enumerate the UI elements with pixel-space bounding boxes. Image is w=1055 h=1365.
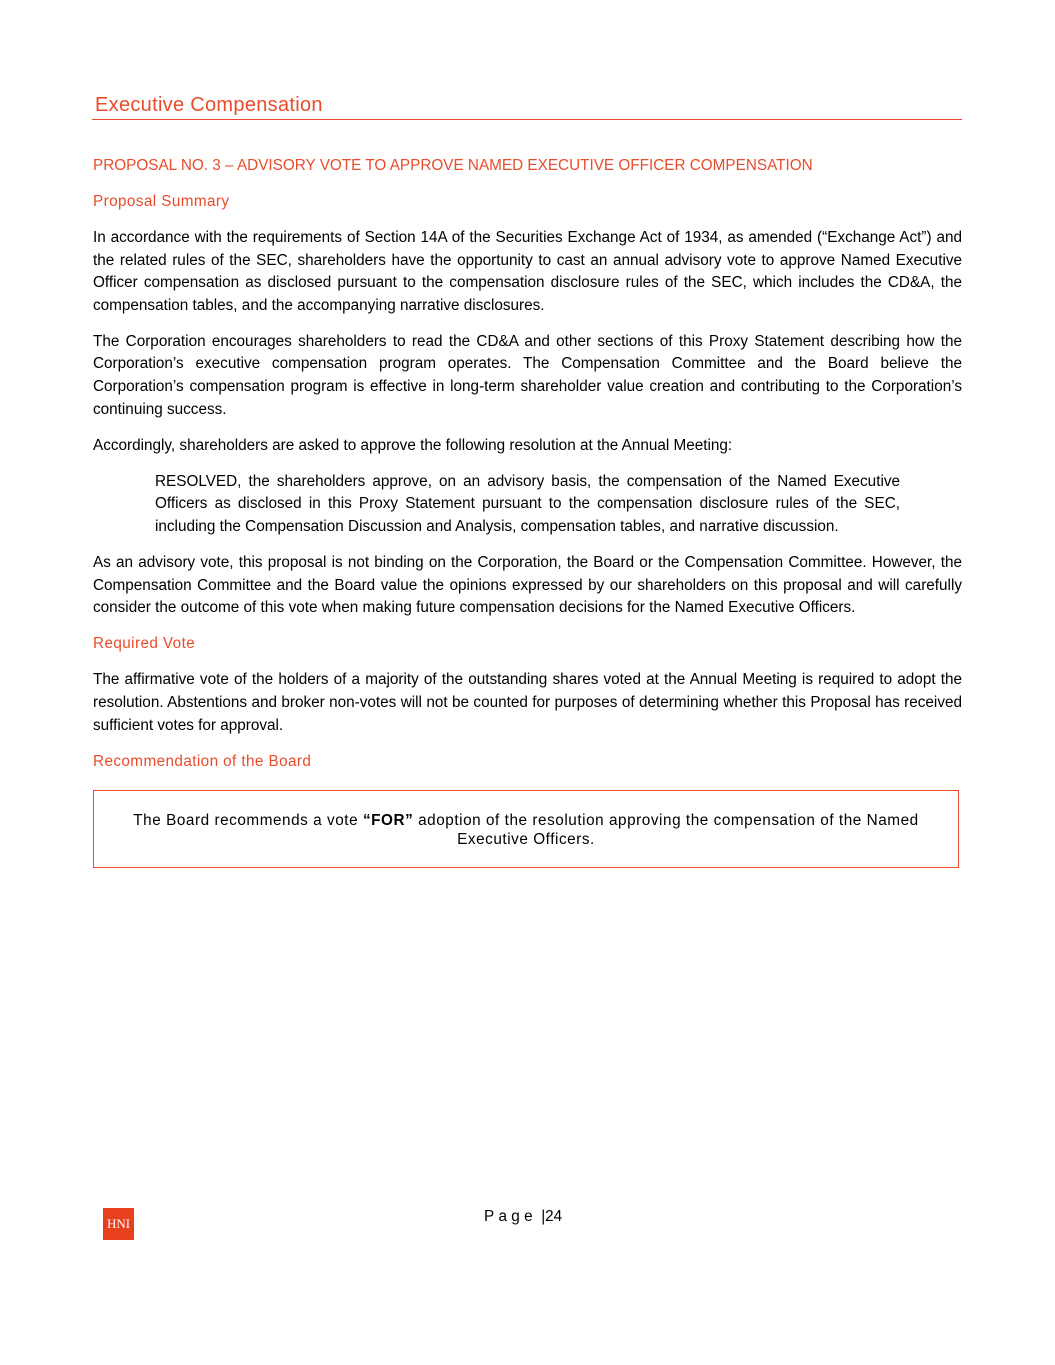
recommendation-text-before: The Board recommends a vote xyxy=(133,811,363,829)
page-separator: | xyxy=(541,1208,546,1225)
resolution-text: RESOLVED, the shareholders approve, on an advisory basis, the compensation of the Named Executive Officers as disclosed in this Proxy Statement pursuant to the compensation disclosure rules of the SEC, including the Compensation Discussion and Analysis, compensation tables, and narrative discussion. xyxy=(155,472,900,536)
summary-paragraph-2: The Corporation encourages shareholders to read the CD&A and other sections of this Proxy Statement describing how the Corporation’s executive compensation program operates. The Compensation Committee and the Board believe the Corporation’s compensation program is effective in long-term shareholder value creation and contributing to the Corporation’s continuing success. xyxy=(93,332,962,418)
page-label: Page xyxy=(484,1208,537,1225)
summary-paragraph-4: As an advisory vote, this proposal is not binding on the Corporation, the Board or the Compensation Committee. However, the Compensation Committee and the Board value the opinions expressed by our shareholders on this proposal and will carefully consider the outcome of this vote when making future compensation decisions for the Named Executive Officers. xyxy=(93,554,962,617)
page-number xyxy=(484,1208,562,1226)
recommendation-vote: “FOR” xyxy=(362,811,414,829)
page-header xyxy=(92,92,962,120)
required-vote-paragraph: The affirmative vote of the holders of a majority of the outstanding shares voted at the Annual Meeting is required to adopt the resolution. Abstentions and broker non-votes will not be counted for purposes of determining whether this Proposal has received sufficient votes for approval. xyxy=(93,671,962,734)
recommendation-text-after: adoption of the resolution approving the compensation of the Named Executive Officers. xyxy=(413,811,919,848)
summary-paragraph-1: In accordance with the requirements of Section 14A of the Securities Exchange Act of 1934, as amended (“Exchange Act”) and the related rules of the SEC, shareholders have the opportunity to cast an annual advisory vote to approve Named Executive Officer compensation as disclosed pursuant to the compensation disclosure rules of the SEC, which includes the CD&A, the compensation tables, and the accompanying narrative disclosures. xyxy=(93,229,962,314)
required-vote-heading: Required Vote xyxy=(93,635,196,653)
recommendation-heading: Recommendation of the Board xyxy=(93,752,312,770)
summary-paragraph-3: Accordingly, shareholders are asked to approve the following resolution at the Annual Meeting: xyxy=(93,436,733,454)
page-number-value: 24 xyxy=(545,1208,563,1225)
page-title: Executive Compensation xyxy=(95,94,323,116)
proposal-title: PROPOSAL NO. 3 – ADVISORY VOTE TO APPROVE NAMED EXECUTIVE OFFICER COMPENSATION xyxy=(93,157,813,174)
hni-logo: HNI xyxy=(103,1208,134,1240)
recommendation-box xyxy=(93,790,959,868)
document-body xyxy=(93,155,962,868)
summary-heading: Proposal Summary xyxy=(93,193,230,210)
